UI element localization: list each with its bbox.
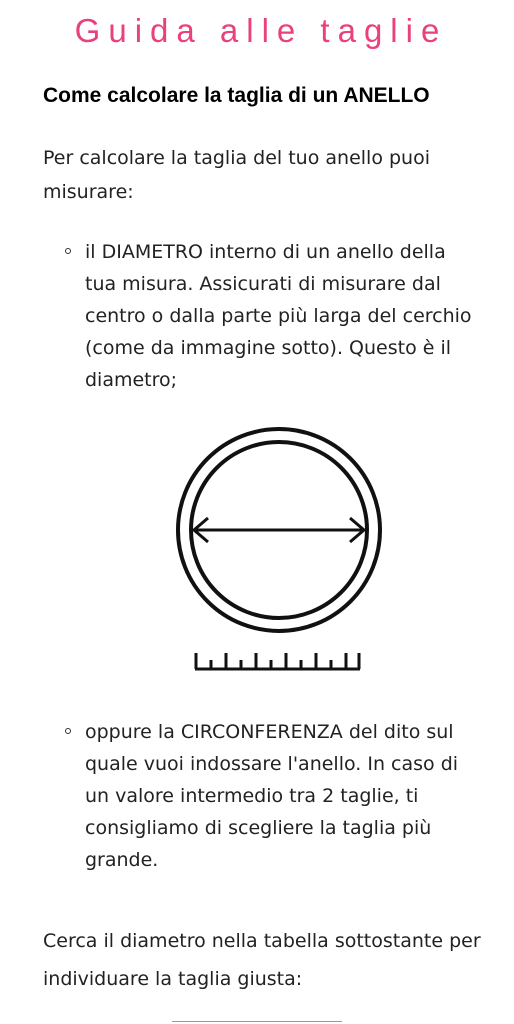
list-item-diameter xyxy=(85,236,475,396)
diameter-arrow-icon xyxy=(194,518,364,542)
list-item-text: il DIAMETRO interno di un anello della tua misura. Assicurati di misurare dal centro o dalla parte più larga del cerchio (come da immagine sotto). Questo è il diametro; xyxy=(85,241,472,391)
ruler-icon xyxy=(195,653,360,669)
page-title: Guida alle taglie xyxy=(74,12,448,49)
section-heading: Come calcolare la taglia di un ANELLO xyxy=(43,84,430,107)
ring-diameter-illustration xyxy=(163,415,453,705)
outro-text: Cerca il diametro nella tabella sottostante per individuare la taglia giusta: xyxy=(43,930,481,990)
list-item-circumference xyxy=(85,716,475,876)
intro-text: Per calcolare la taglia del tuo anello puoi misurare: xyxy=(43,147,430,203)
bullet-circle-icon xyxy=(65,728,71,734)
bullet-circle-icon xyxy=(65,248,71,254)
list-item-text: oppure la CIRCONFERENZA del dito sul quale vuoi indossare l'anello. In caso di un valore intermedio tra 2 taglie, ti consigliamo di scegliere la taglia più grande. xyxy=(85,721,459,871)
divider xyxy=(172,1021,342,1022)
